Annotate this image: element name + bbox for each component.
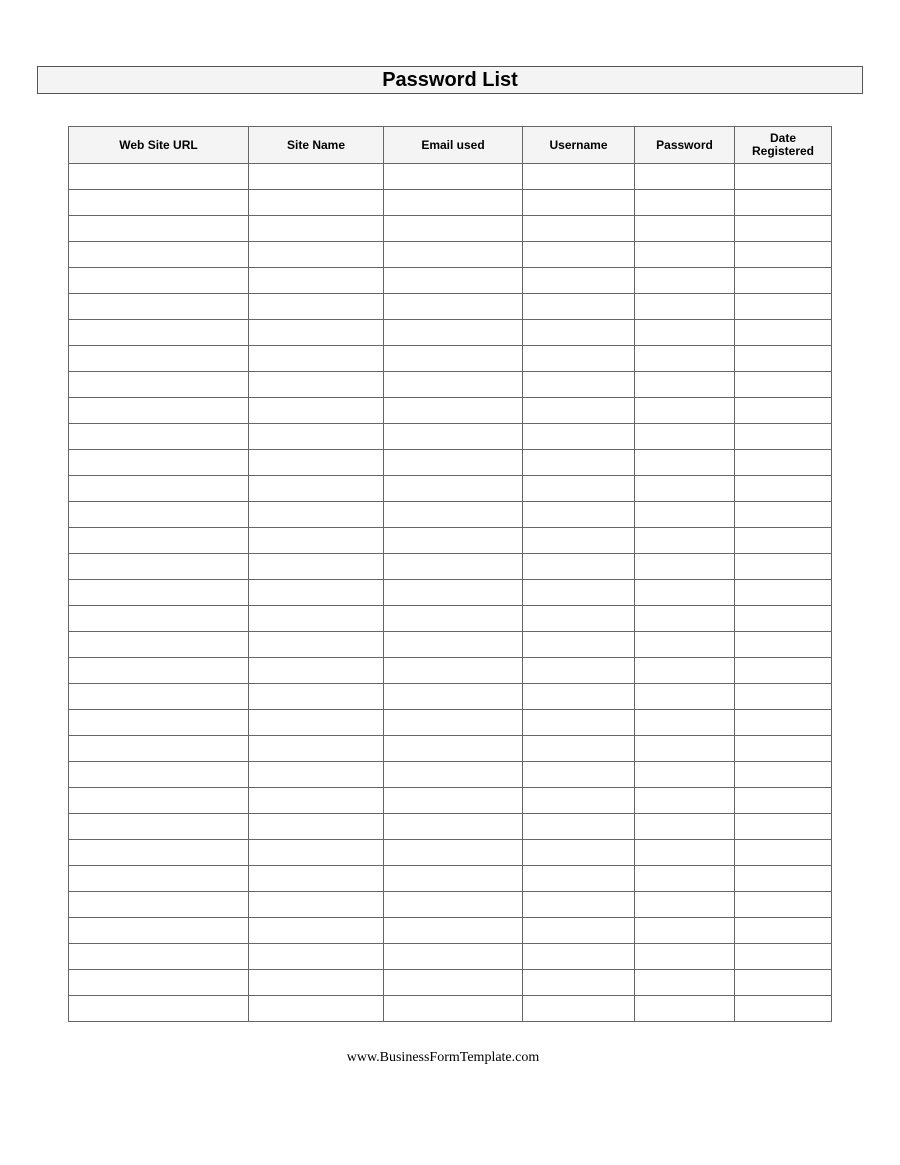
cell-web-site-url[interactable] [69, 372, 249, 398]
cell-password[interactable] [635, 372, 735, 398]
cell-site-name[interactable] [249, 190, 384, 216]
cell-username[interactable] [523, 450, 635, 476]
table-row [69, 970, 832, 996]
cell-email-used[interactable] [384, 502, 523, 528]
cell-web-site-url[interactable] [69, 892, 249, 918]
cell-username[interactable] [523, 866, 635, 892]
cell-web-site-url[interactable] [69, 840, 249, 866]
cell-email-used[interactable] [384, 762, 523, 788]
cell-site-name[interactable] [249, 684, 384, 710]
cell-username[interactable] [523, 762, 635, 788]
table-row [69, 398, 832, 424]
cell-date-registered[interactable] [735, 242, 832, 268]
cell-email-used[interactable] [384, 814, 523, 840]
cell-email-used[interactable] [384, 346, 523, 372]
column-header-date-registered [735, 127, 832, 164]
cell-date-registered[interactable] [735, 398, 832, 424]
cell-username[interactable] [523, 996, 635, 1022]
cell-email-used[interactable] [384, 476, 523, 502]
cell-date-registered[interactable] [735, 502, 832, 528]
table-row [69, 320, 832, 346]
cell-password[interactable] [635, 450, 735, 476]
table-row [69, 216, 832, 242]
cell-web-site-url[interactable] [69, 216, 249, 242]
cell-date-registered[interactable] [735, 892, 832, 918]
table-row [69, 606, 832, 632]
cell-password[interactable] [635, 788, 735, 814]
cell-web-site-url[interactable] [69, 684, 249, 710]
cell-site-name[interactable] [249, 814, 384, 840]
cell-site-name[interactable] [249, 632, 384, 658]
cell-date-registered[interactable] [735, 918, 832, 944]
cell-password[interactable] [635, 320, 735, 346]
cell-username[interactable] [523, 242, 635, 268]
cell-username[interactable] [523, 788, 635, 814]
title-box [37, 66, 863, 94]
cell-username[interactable] [523, 944, 635, 970]
cell-username[interactable] [523, 892, 635, 918]
cell-date-registered[interactable] [735, 580, 832, 606]
cell-email-used[interactable] [384, 996, 523, 1022]
cell-password[interactable] [635, 632, 735, 658]
cell-username[interactable] [523, 398, 635, 424]
cell-web-site-url[interactable] [69, 918, 249, 944]
cell-username[interactable] [523, 424, 635, 450]
table-row [69, 554, 832, 580]
cell-web-site-url[interactable] [69, 554, 249, 580]
cell-web-site-url[interactable] [69, 450, 249, 476]
cell-web-site-url[interactable] [69, 398, 249, 424]
cell-web-site-url[interactable] [69, 970, 249, 996]
cell-web-site-url[interactable] [69, 762, 249, 788]
table-row [69, 164, 832, 190]
cell-email-used[interactable] [384, 164, 523, 190]
cell-username[interactable] [523, 528, 635, 554]
cell-email-used[interactable] [384, 372, 523, 398]
cell-web-site-url[interactable] [69, 476, 249, 502]
cell-date-registered[interactable] [735, 424, 832, 450]
cell-web-site-url[interactable] [69, 190, 249, 216]
cell-web-site-url[interactable] [69, 606, 249, 632]
cell-date-registered[interactable] [735, 840, 832, 866]
table-row [69, 866, 832, 892]
table-row [69, 710, 832, 736]
cell-site-name[interactable] [249, 242, 384, 268]
cell-password[interactable] [635, 996, 735, 1022]
cell-email-used[interactable] [384, 190, 523, 216]
cell-email-used[interactable] [384, 866, 523, 892]
cell-username[interactable] [523, 216, 635, 242]
cell-username[interactable] [523, 840, 635, 866]
cell-date-registered[interactable] [735, 684, 832, 710]
cell-date-registered[interactable] [735, 294, 832, 320]
cell-password[interactable] [635, 476, 735, 502]
table-row [69, 840, 832, 866]
cell-date-registered[interactable] [735, 788, 832, 814]
table-row [69, 580, 832, 606]
cell-email-used[interactable] [384, 320, 523, 346]
cell-site-name[interactable] [249, 398, 384, 424]
cell-site-name[interactable] [249, 762, 384, 788]
cell-site-name[interactable] [249, 164, 384, 190]
cell-web-site-url[interactable] [69, 996, 249, 1022]
cell-password[interactable] [635, 398, 735, 424]
cell-site-name[interactable] [249, 606, 384, 632]
table-row [69, 736, 832, 762]
cell-email-used[interactable] [384, 528, 523, 554]
cell-site-name[interactable] [249, 424, 384, 450]
cell-username[interactable] [523, 320, 635, 346]
cell-web-site-url[interactable] [69, 632, 249, 658]
cell-email-used[interactable] [384, 216, 523, 242]
cell-username[interactable] [523, 606, 635, 632]
cell-email-used[interactable] [384, 554, 523, 580]
column-header-site-name: Site Name [249, 127, 384, 164]
cell-date-registered[interactable] [735, 632, 832, 658]
cell-username[interactable] [523, 372, 635, 398]
cell-email-used[interactable] [384, 268, 523, 294]
cell-web-site-url[interactable] [69, 580, 249, 606]
column-header-password: Password [635, 127, 735, 164]
cell-web-site-url[interactable] [69, 788, 249, 814]
cell-web-site-url[interactable] [69, 866, 249, 892]
cell-site-name[interactable] [249, 476, 384, 502]
cell-password[interactable] [635, 684, 735, 710]
cell-email-used[interactable] [384, 294, 523, 320]
cell-email-used[interactable] [384, 970, 523, 996]
cell-email-used[interactable] [384, 944, 523, 970]
cell-email-used[interactable] [384, 840, 523, 866]
cell-site-name[interactable] [249, 970, 384, 996]
table-row [69, 242, 832, 268]
table-row [69, 632, 832, 658]
cell-date-registered[interactable] [735, 476, 832, 502]
cell-site-name[interactable] [249, 944, 384, 970]
cell-username[interactable] [523, 658, 635, 684]
column-header-web-site-url: Web Site URL [69, 127, 249, 164]
table-row [69, 476, 832, 502]
cell-site-name[interactable] [249, 450, 384, 476]
cell-date-registered[interactable] [735, 736, 832, 762]
cell-password[interactable] [635, 762, 735, 788]
table-row [69, 658, 832, 684]
cell-password[interactable] [635, 866, 735, 892]
cell-password[interactable] [635, 528, 735, 554]
cell-site-name[interactable] [249, 580, 384, 606]
cell-username[interactable] [523, 476, 635, 502]
cell-email-used[interactable] [384, 580, 523, 606]
cell-email-used[interactable] [384, 398, 523, 424]
cell-username[interactable] [523, 502, 635, 528]
cell-username[interactable] [523, 684, 635, 710]
table-header-row [69, 127, 832, 164]
cell-web-site-url[interactable] [69, 736, 249, 762]
cell-date-registered[interactable] [735, 164, 832, 190]
cell-web-site-url[interactable] [69, 346, 249, 372]
cell-username[interactable] [523, 294, 635, 320]
cell-date-registered[interactable] [735, 554, 832, 580]
cell-password[interactable] [635, 840, 735, 866]
table-row [69, 372, 832, 398]
table-row [69, 918, 832, 944]
cell-date-registered[interactable] [735, 970, 832, 996]
cell-username[interactable] [523, 580, 635, 606]
cell-site-name[interactable] [249, 268, 384, 294]
cell-date-registered[interactable] [735, 762, 832, 788]
cell-password[interactable] [635, 892, 735, 918]
cell-date-registered[interactable] [735, 268, 832, 294]
date-registered-label: Date Registered [751, 131, 815, 158]
cell-date-registered[interactable] [735, 710, 832, 736]
cell-password[interactable] [635, 268, 735, 294]
cell-password[interactable] [635, 970, 735, 996]
cell-site-name[interactable] [249, 866, 384, 892]
cell-password[interactable] [635, 814, 735, 840]
cell-username[interactable] [523, 970, 635, 996]
footer-url: www.BusinessFormTemplate.com [346, 1050, 540, 1065]
cell-site-name[interactable] [249, 346, 384, 372]
table-row [69, 424, 832, 450]
cell-password[interactable] [635, 736, 735, 762]
cell-email-used[interactable] [384, 892, 523, 918]
cell-email-used[interactable] [384, 684, 523, 710]
cell-site-name[interactable] [249, 840, 384, 866]
cell-site-name[interactable] [249, 892, 384, 918]
cell-web-site-url[interactable] [69, 814, 249, 840]
table-row [69, 528, 832, 554]
cell-site-name[interactable] [249, 372, 384, 398]
cell-password[interactable] [635, 944, 735, 970]
cell-site-name[interactable] [249, 658, 384, 684]
table-row [69, 346, 832, 372]
cell-username[interactable] [523, 268, 635, 294]
cell-password[interactable] [635, 190, 735, 216]
cell-email-used[interactable] [384, 918, 523, 944]
cell-web-site-url[interactable] [69, 944, 249, 970]
cell-web-site-url[interactable] [69, 658, 249, 684]
cell-site-name[interactable] [249, 294, 384, 320]
cell-email-used[interactable] [384, 450, 523, 476]
cell-date-registered[interactable] [735, 606, 832, 632]
cell-date-registered[interactable] [735, 372, 832, 398]
cell-username[interactable] [523, 736, 635, 762]
cell-email-used[interactable] [384, 710, 523, 736]
column-header-username: Username [523, 127, 635, 164]
cell-username[interactable] [523, 164, 635, 190]
cell-site-name[interactable] [249, 710, 384, 736]
cell-date-registered[interactable] [735, 814, 832, 840]
table-row [69, 814, 832, 840]
cell-password[interactable] [635, 346, 735, 372]
cell-web-site-url[interactable] [69, 242, 249, 268]
cell-password[interactable] [635, 918, 735, 944]
table-row [69, 788, 832, 814]
cell-site-name[interactable] [249, 918, 384, 944]
table-row [69, 996, 832, 1022]
column-header-email-used: Email used [384, 127, 523, 164]
cell-date-registered[interactable] [735, 346, 832, 372]
cell-password[interactable] [635, 164, 735, 190]
cell-date-registered[interactable] [735, 190, 832, 216]
cell-password[interactable] [635, 502, 735, 528]
cell-date-registered[interactable] [735, 658, 832, 684]
cell-password[interactable] [635, 554, 735, 580]
table-row [69, 502, 832, 528]
cell-web-site-url[interactable] [69, 502, 249, 528]
cell-web-site-url[interactable] [69, 164, 249, 190]
table-row [69, 268, 832, 294]
cell-site-name[interactable] [249, 788, 384, 814]
cell-web-site-url[interactable] [69, 424, 249, 450]
cell-email-used[interactable] [384, 632, 523, 658]
cell-password[interactable] [635, 606, 735, 632]
table-body [69, 164, 832, 1022]
cell-username[interactable] [523, 814, 635, 840]
table-row [69, 762, 832, 788]
cell-date-registered[interactable] [735, 996, 832, 1022]
table-row [69, 190, 832, 216]
cell-site-name[interactable] [249, 554, 384, 580]
table-row [69, 684, 832, 710]
cell-site-name[interactable] [249, 736, 384, 762]
cell-password[interactable] [635, 658, 735, 684]
cell-username[interactable] [523, 190, 635, 216]
cell-username[interactable] [523, 710, 635, 736]
cell-date-registered[interactable] [735, 866, 832, 892]
page-title: Password List [382, 69, 518, 91]
cell-email-used[interactable] [384, 736, 523, 762]
password-table [68, 126, 832, 1022]
table-row [69, 294, 832, 320]
cell-password[interactable] [635, 294, 735, 320]
cell-site-name[interactable] [249, 216, 384, 242]
cell-web-site-url[interactable] [69, 528, 249, 554]
cell-email-used[interactable] [384, 606, 523, 632]
table-row [69, 892, 832, 918]
cell-date-registered[interactable] [735, 216, 832, 242]
cell-date-registered[interactable] [735, 450, 832, 476]
cell-date-registered[interactable] [735, 944, 832, 970]
cell-web-site-url[interactable] [69, 294, 249, 320]
cell-username[interactable] [523, 554, 635, 580]
cell-username[interactable] [523, 918, 635, 944]
cell-password[interactable] [635, 424, 735, 450]
cell-web-site-url[interactable] [69, 268, 249, 294]
cell-email-used[interactable] [384, 242, 523, 268]
cell-username[interactable] [523, 346, 635, 372]
cell-email-used[interactable] [384, 658, 523, 684]
cell-email-used[interactable] [384, 788, 523, 814]
cell-date-registered[interactable] [735, 528, 832, 554]
cell-web-site-url[interactable] [69, 710, 249, 736]
cell-email-used[interactable] [384, 424, 523, 450]
cell-site-name[interactable] [249, 502, 384, 528]
cell-password[interactable] [635, 710, 735, 736]
cell-username[interactable] [523, 632, 635, 658]
cell-site-name[interactable] [249, 320, 384, 346]
cell-password[interactable] [635, 580, 735, 606]
table-row [69, 450, 832, 476]
cell-password[interactable] [635, 242, 735, 268]
cell-site-name[interactable] [249, 996, 384, 1022]
cell-web-site-url[interactable] [69, 320, 249, 346]
cell-password[interactable] [635, 216, 735, 242]
cell-date-registered[interactable] [735, 320, 832, 346]
table-row [69, 944, 832, 970]
cell-site-name[interactable] [249, 528, 384, 554]
